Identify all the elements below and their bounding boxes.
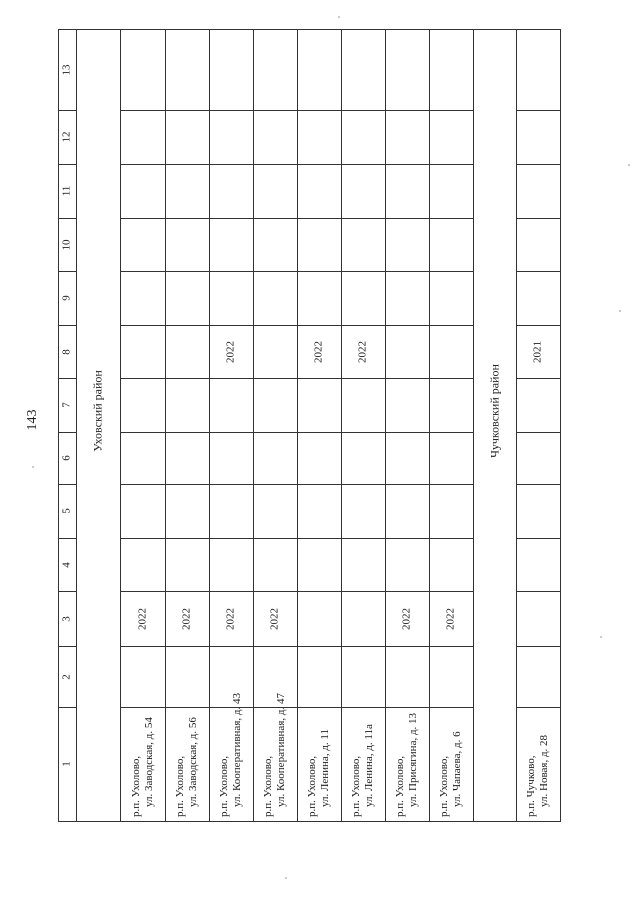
table-rule	[385, 432, 429, 433]
table-rule	[516, 538, 560, 539]
year-cell: 2022	[180, 607, 193, 630]
address-cell	[306, 711, 332, 817]
address-line: ул. Присягина, д. 13	[407, 712, 419, 807]
table-rule	[209, 591, 253, 592]
table-rule	[165, 538, 209, 539]
table-rule	[165, 271, 209, 272]
table-rule	[165, 110, 209, 111]
address-line: ул. Заводская, д. 56	[187, 717, 199, 807]
table-rule	[120, 164, 165, 165]
table-rule	[76, 29, 77, 821]
year-cell: 2022	[268, 607, 281, 630]
table-rule	[165, 484, 209, 485]
table-rule	[429, 432, 473, 433]
table-rule	[429, 591, 473, 592]
table-rule	[385, 325, 429, 326]
section-title: Чучковский район	[487, 364, 501, 458]
table-rule	[209, 29, 210, 821]
table-rule	[297, 29, 298, 821]
table-rule	[58, 110, 76, 111]
address-cell	[218, 693, 244, 817]
address-line: ул. Чапаева, д. 6	[451, 731, 463, 807]
table-rule	[429, 325, 473, 326]
table-rule	[516, 484, 560, 485]
table-rule	[429, 484, 473, 485]
table-rule	[429, 218, 473, 219]
table-rule	[516, 432, 560, 433]
address-line: ул. Новая, д. 28	[538, 734, 550, 807]
address-line: ул. Заводская, д. 54	[142, 717, 155, 807]
column-header-10: 10	[60, 239, 73, 250]
year-cell: 2022	[356, 340, 369, 363]
table-rule	[58, 29, 59, 821]
table-rule	[341, 164, 385, 165]
table-rule	[516, 378, 560, 379]
table-rule	[560, 29, 561, 821]
page-number: 143	[25, 409, 40, 431]
year-cell: 2022	[224, 340, 237, 363]
table-rule	[120, 378, 165, 379]
address-line: р.п. Ухолово,	[306, 755, 318, 817]
table-rule	[209, 271, 253, 272]
table-rule	[165, 29, 166, 821]
table-rule	[165, 378, 209, 379]
table-rule	[516, 218, 560, 219]
table-rule	[341, 271, 385, 272]
table-rule	[120, 707, 165, 708]
table-rule	[341, 646, 385, 647]
column-header-8: 8	[60, 348, 73, 355]
address-line: ул. Ленина, д. 11	[319, 728, 331, 807]
table-rule	[120, 218, 165, 219]
table-rule	[120, 271, 165, 272]
table-rule	[429, 110, 473, 111]
table-rule	[516, 271, 560, 272]
table-rule	[253, 646, 297, 647]
table-rule	[253, 591, 297, 592]
table-rule	[209, 110, 253, 111]
column-header-5: 5	[60, 508, 73, 514]
year-cell: 2021	[531, 340, 544, 363]
address-line: р.п. Ухолово,	[350, 755, 362, 817]
table-rule	[165, 432, 209, 433]
address-line: р.п. Чучково,	[525, 755, 537, 817]
column-header-9: 9	[60, 295, 73, 301]
table-rule	[58, 707, 76, 708]
table-rule	[253, 271, 297, 272]
address-cell	[130, 711, 156, 817]
table-rule	[341, 591, 385, 592]
table-rule	[297, 164, 341, 165]
table-rule	[253, 164, 297, 165]
table-rule	[341, 218, 385, 219]
table-rule	[120, 484, 165, 485]
table-rule	[385, 110, 429, 111]
table-rule	[473, 29, 474, 821]
table-rule	[253, 538, 297, 539]
table-rule	[58, 484, 76, 485]
table-rule	[516, 707, 560, 708]
table-rule	[297, 432, 341, 433]
table-rule	[429, 271, 473, 272]
table-rule	[385, 707, 429, 708]
table-rule	[429, 707, 473, 708]
table-rule	[58, 325, 76, 326]
column-header-1: 1	[60, 761, 73, 767]
table-rule	[58, 271, 76, 272]
table-rule	[429, 164, 473, 165]
year-cell: 2022	[224, 607, 237, 630]
address-line: ул. Ленина, д. 11а	[363, 724, 375, 807]
table-rule	[341, 29, 342, 821]
table-rule	[209, 378, 253, 379]
table-rule	[209, 218, 253, 219]
table-rule	[516, 591, 560, 592]
table-rule	[297, 591, 341, 592]
table-rule	[297, 707, 341, 708]
table-rule	[385, 591, 429, 592]
column-header-3: 3	[60, 615, 73, 622]
table-rule	[58, 218, 76, 219]
table-rule	[429, 646, 473, 647]
table-rule	[58, 432, 76, 433]
table-rule	[253, 29, 254, 821]
table-rule	[253, 484, 297, 485]
table-rule	[429, 29, 430, 821]
table-rule	[120, 110, 165, 111]
table-rule	[58, 591, 76, 592]
table-rule	[209, 164, 253, 165]
table-rule	[341, 484, 385, 485]
table-rule	[165, 591, 209, 592]
table-rule	[297, 378, 341, 379]
address-line: р.п. Ухолово,	[262, 755, 274, 817]
table-rule	[253, 325, 297, 326]
table-rule	[385, 164, 429, 165]
table-rule	[385, 646, 429, 647]
address-line: р.п. Ухолово,	[129, 755, 142, 817]
table-rule	[385, 378, 429, 379]
table-rule	[341, 378, 385, 379]
address-cell	[350, 711, 376, 817]
table-rule	[209, 432, 253, 433]
table-rule	[385, 538, 429, 539]
table-rule	[209, 325, 253, 326]
table-rule	[58, 821, 561, 822]
table-rule	[58, 538, 76, 539]
column-header-13: 13	[60, 64, 73, 75]
section-title: Уховский район	[90, 370, 105, 452]
table-rule	[253, 432, 297, 433]
table-rule	[341, 325, 385, 326]
table-rule	[209, 484, 253, 485]
table-rule	[209, 646, 253, 647]
table-rule	[58, 646, 76, 647]
table-rule	[120, 29, 121, 821]
data-table	[58, 29, 560, 821]
column-header-2: 2	[60, 673, 73, 680]
column-header-4: 4	[60, 561, 73, 568]
table-rule	[209, 538, 253, 539]
table-rule	[429, 378, 473, 379]
address-cell	[525, 711, 551, 817]
table-rule	[58, 29, 560, 30]
table-rule	[297, 484, 341, 485]
address-line: р.п. Ухолово,	[218, 755, 230, 817]
table-rule	[516, 29, 517, 821]
table-rule	[516, 646, 560, 647]
table-rule	[385, 29, 386, 821]
table-rule	[516, 110, 560, 111]
table-rule	[297, 110, 341, 111]
table-rule	[385, 218, 429, 219]
address-cell	[262, 693, 288, 817]
table-rule	[58, 164, 76, 165]
table-rule	[58, 378, 76, 379]
table-rule	[297, 646, 341, 647]
column-header-7: 7	[60, 402, 73, 408]
address-line: р.п. Ухолово,	[438, 755, 450, 817]
column-header-11: 11	[60, 185, 73, 197]
table-rule	[429, 538, 473, 539]
address-cell	[438, 711, 464, 817]
table-rule	[341, 432, 385, 433]
table-rule	[385, 271, 429, 272]
table-rule	[120, 325, 165, 326]
table-rule	[165, 325, 209, 326]
table-rule	[341, 707, 385, 708]
table-rule	[120, 432, 165, 433]
table-rule	[165, 218, 209, 219]
table-rule	[253, 378, 297, 379]
year-cell: 2022	[136, 607, 148, 630]
table-rule	[341, 538, 385, 539]
table-rule	[165, 707, 209, 708]
table-rule	[516, 164, 560, 165]
table-rule	[516, 325, 560, 326]
table-rule	[165, 646, 209, 647]
year-cell: 2022	[312, 340, 325, 363]
table-rule	[253, 218, 297, 219]
table-rule	[297, 218, 341, 219]
table-rule	[297, 538, 341, 539]
year-cell: 2022	[444, 607, 457, 630]
table-rule	[120, 646, 165, 647]
table-rule	[297, 271, 341, 272]
address-cell	[394, 711, 420, 817]
table-rule	[385, 484, 429, 485]
table-rule	[253, 110, 297, 111]
address-line: р.п. Ухолово,	[394, 755, 406, 817]
year-cell: 2022	[400, 607, 413, 630]
column-header-12: 12	[60, 131, 73, 143]
table-rule	[297, 325, 341, 326]
table-rule	[120, 591, 165, 592]
address-line: ул. Кооперативная, д. 43	[231, 693, 243, 807]
column-header-6: 6	[60, 455, 73, 461]
address-line: ул. Кооперативная, д. 47	[275, 693, 287, 807]
table-rule	[120, 538, 165, 539]
address-cell	[174, 711, 200, 817]
table-rule	[165, 164, 209, 165]
table-rule	[341, 110, 385, 111]
address-line: р.п. Ухолово,	[174, 755, 186, 817]
